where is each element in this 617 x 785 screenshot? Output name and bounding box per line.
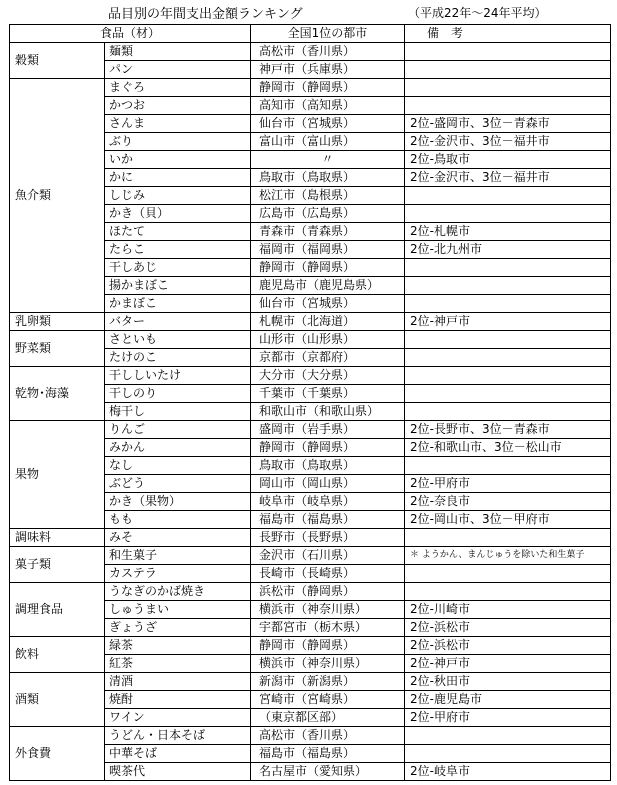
note-cell[interactable]: [405, 277, 611, 295]
category-cell[interactable]: 飲料: [10, 637, 105, 673]
item-cell[interactable]: 焼酎: [105, 691, 251, 709]
city-cell[interactable]: 山形市（山形県）: [251, 331, 405, 349]
note-cell[interactable]: 2位-北九州市: [405, 241, 611, 259]
header-note[interactable]: 備 考: [405, 25, 611, 43]
table-row: [10, 79, 611, 97]
table-row: [10, 727, 611, 745]
category-cell[interactable]: 調味料: [10, 529, 105, 547]
category-cell[interactable]: 乾物･海藻: [10, 367, 105, 421]
note-cell[interactable]: 2位-川崎市: [405, 601, 611, 619]
city-cell[interactable]: 和歌山市（和歌山県）: [251, 403, 405, 421]
table-row: [10, 313, 611, 331]
city-cell[interactable]: （東京都区部）: [251, 709, 405, 727]
note-cell[interactable]: ＊ ようかん、まんじゅうを除いた和生菓子: [405, 547, 611, 565]
note-cell[interactable]: [405, 79, 611, 97]
item-cell[interactable]: なし: [105, 457, 251, 475]
item-cell[interactable]: たらこ: [105, 241, 251, 259]
city-cell[interactable]: 横浜市（神奈川県）: [251, 655, 405, 673]
note-cell[interactable]: 2位-奈良市: [405, 493, 611, 511]
city-cell[interactable]: 静岡市（静岡県）: [251, 79, 405, 97]
note-cell[interactable]: 2位-甲府市: [405, 475, 611, 493]
note-cell[interactable]: [405, 529, 611, 547]
city-cell[interactable]: 松江市（島根県）: [251, 187, 405, 205]
city-cell[interactable]: 静岡市（静岡県）: [251, 637, 405, 655]
page-title: 品目別の年間支出金額ランキング: [108, 7, 303, 22]
city-cell[interactable]: 札幌市（北海道）: [251, 313, 405, 331]
item-cell[interactable]: ぶり: [105, 133, 251, 151]
city-cell[interactable]: 京都市（京都府）: [251, 349, 405, 367]
city-cell[interactable]: 鳥取市（鳥取県）: [251, 457, 405, 475]
category-cell[interactable]: 菓子類: [10, 547, 105, 583]
item-cell[interactable]: 干しあじ: [105, 259, 251, 277]
category-cell[interactable]: 野菜類: [10, 331, 105, 367]
note-cell[interactable]: 2位-鳥取市: [405, 151, 611, 169]
item-cell[interactable]: しじみ: [105, 187, 251, 205]
city-cell[interactable]: 宮崎市（宮崎県）: [251, 691, 405, 709]
title-row: [0, 0, 617, 24]
city-cell[interactable]: 福島市（福島県）: [251, 745, 405, 763]
note-cell[interactable]: 2位-甲府市: [405, 709, 611, 727]
item-cell[interactable]: いか: [105, 151, 251, 169]
city-cell[interactable]: 福岡市（福岡県）: [251, 241, 405, 259]
city-cell[interactable]: 富山市（富山県）: [251, 133, 405, 151]
note-cell[interactable]: 2位-岐阜市: [405, 763, 611, 781]
city-cell[interactable]: 名古屋市（愛知県）: [251, 763, 405, 781]
item-cell[interactable]: さんま: [105, 115, 251, 133]
item-cell[interactable]: バター: [105, 313, 251, 331]
item-cell[interactable]: ほたて: [105, 223, 251, 241]
city-cell[interactable]: 岐阜市（岐阜県）: [251, 493, 405, 511]
item-cell[interactable]: 紅茶: [105, 655, 251, 673]
item-cell[interactable]: 和生菓子: [105, 547, 251, 565]
table-row: [10, 529, 611, 547]
city-cell[interactable]: 静岡市（静岡県）: [251, 439, 405, 457]
note-cell[interactable]: 2位-盛岡市、3位－青森市: [405, 115, 611, 133]
category-cell[interactable]: 酒類: [10, 673, 105, 727]
note-cell[interactable]: 2位-金沢市、3位－福井市: [405, 169, 611, 187]
city-cell[interactable]: 鳥取市（鳥取県）: [251, 169, 405, 187]
city-cell[interactable]: 仙台市（宮城県）: [251, 295, 405, 313]
item-cell[interactable]: うどん・日本そば: [105, 727, 251, 745]
item-cell[interactable]: りんご: [105, 421, 251, 439]
note-cell[interactable]: [405, 43, 611, 61]
city-cell[interactable]: 横浜市（神奈川県）: [251, 601, 405, 619]
note-cell[interactable]: [405, 187, 611, 205]
table-row: [10, 673, 611, 691]
note-cell[interactable]: [405, 61, 611, 79]
ranking-table: [9, 24, 611, 781]
item-cell[interactable]: かつお: [105, 97, 251, 115]
item-cell[interactable]: かき（果物）: [105, 493, 251, 511]
category-cell[interactable]: 魚介類: [10, 79, 105, 313]
header-row: [10, 25, 611, 43]
item-cell[interactable]: パン: [105, 61, 251, 79]
city-cell[interactable]: 〃: [251, 151, 405, 169]
city-cell[interactable]: 浜松市（静岡県）: [251, 583, 405, 601]
table-row: [10, 637, 611, 655]
note-cell[interactable]: [405, 367, 611, 385]
city-cell[interactable]: 岡山市（岡山県）: [251, 475, 405, 493]
item-cell[interactable]: カステラ: [105, 565, 251, 583]
item-cell[interactable]: もも: [105, 511, 251, 529]
city-cell[interactable]: 金沢市（石川県）: [251, 547, 405, 565]
item-cell[interactable]: さといも: [105, 331, 251, 349]
city-cell[interactable]: 千葉市（千葉県）: [251, 385, 405, 403]
city-cell[interactable]: 仙台市（宮城県）: [251, 115, 405, 133]
note-cell[interactable]: [405, 565, 611, 583]
category-cell[interactable]: 果物: [10, 421, 105, 529]
item-cell[interactable]: ぶどう: [105, 475, 251, 493]
note-cell[interactable]: 2位-神戸市: [405, 313, 611, 331]
header-food[interactable]: 食品（材）: [10, 25, 251, 43]
table-row: [10, 331, 611, 349]
city-cell[interactable]: 鹿児島市（鹿児島県）: [251, 277, 405, 295]
city-cell[interactable]: 静岡市（静岡県）: [251, 259, 405, 277]
period-label: （平成22年～24年平均）: [408, 6, 547, 20]
item-cell[interactable]: 干ししいたけ: [105, 367, 251, 385]
header-city[interactable]: 全国1位の都市: [251, 25, 405, 43]
note-cell[interactable]: [405, 727, 611, 745]
city-cell[interactable]: 長崎市（長崎県）: [251, 565, 405, 583]
note-cell[interactable]: [405, 259, 611, 277]
item-cell[interactable]: ぎょうざ: [105, 619, 251, 637]
note-cell[interactable]: 2位-和歌山市、3位－松山市: [405, 439, 611, 457]
item-cell[interactable]: かまぼこ: [105, 295, 251, 313]
note-cell[interactable]: [405, 457, 611, 475]
note-cell[interactable]: 2位-神戸市: [405, 655, 611, 673]
city-cell[interactable]: 新潟市（新潟県）: [251, 673, 405, 691]
item-cell[interactable]: たけのこ: [105, 349, 251, 367]
item-cell[interactable]: かき（貝）: [105, 205, 251, 223]
note-cell[interactable]: [405, 295, 611, 313]
table-row: [10, 583, 611, 601]
city-cell[interactable]: 広島市（広島県）: [251, 205, 405, 223]
city-cell[interactable]: 青森市（青森県）: [251, 223, 405, 241]
note-cell[interactable]: 2位-秋田市: [405, 673, 611, 691]
category-cell[interactable]: 外食費: [10, 727, 105, 781]
item-cell[interactable]: みそ: [105, 529, 251, 547]
item-cell[interactable]: 清酒: [105, 673, 251, 691]
note-cell[interactable]: 2位-岡山市、3位－甲府市: [405, 511, 611, 529]
city-cell[interactable]: 神戸市（兵庫県）: [251, 61, 405, 79]
city-cell[interactable]: 高松市（香川県）: [251, 727, 405, 745]
note-cell[interactable]: [405, 349, 611, 367]
note-cell[interactable]: [405, 583, 611, 601]
city-cell[interactable]: 大分市（大分県）: [251, 367, 405, 385]
city-cell[interactable]: 高知市（高知県）: [251, 97, 405, 115]
note-cell[interactable]: 2位-札幌市: [405, 223, 611, 241]
table-row: [10, 421, 611, 439]
item-cell[interactable]: 揚かまぼこ: [105, 277, 251, 295]
note-cell[interactable]: 2位-長野市、3位－青森市: [405, 421, 611, 439]
note-cell[interactable]: 2位-鹿児島市: [405, 691, 611, 709]
city-cell[interactable]: 高松市（香川県）: [251, 43, 405, 61]
note-cell[interactable]: [405, 745, 611, 763]
table-body: [10, 43, 611, 781]
category-cell[interactable]: 乳卵類: [10, 313, 105, 331]
note-cell[interactable]: [405, 331, 611, 349]
city-cell[interactable]: 宇都宮市（栃木県）: [251, 619, 405, 637]
item-cell[interactable]: 中華そば: [105, 745, 251, 763]
item-cell[interactable]: みかん: [105, 439, 251, 457]
table-row: [10, 367, 611, 385]
city-cell[interactable]: 盛岡市（岩手県）: [251, 421, 405, 439]
item-cell[interactable]: 麺類: [105, 43, 251, 61]
note-cell[interactable]: 2位-金沢市、3位－福井市: [405, 133, 611, 151]
item-cell[interactable]: 梅干し: [105, 403, 251, 421]
item-cell[interactable]: しゅうまい: [105, 601, 251, 619]
note-cell[interactable]: [405, 97, 611, 115]
table-row: [10, 43, 611, 61]
city-cell[interactable]: 長野市（長野県）: [251, 529, 405, 547]
city-cell[interactable]: 福島市（福島県）: [251, 511, 405, 529]
note-cell[interactable]: [405, 385, 611, 403]
item-cell[interactable]: 緑茶: [105, 637, 251, 655]
note-cell[interactable]: [405, 205, 611, 223]
note-cell[interactable]: [405, 403, 611, 421]
item-cell[interactable]: 干しのり: [105, 385, 251, 403]
item-cell[interactable]: まぐろ: [105, 79, 251, 97]
note-cell[interactable]: 2位-浜松市: [405, 637, 611, 655]
note-cell[interactable]: 2位-浜松市: [405, 619, 611, 637]
item-cell[interactable]: 喫茶代: [105, 763, 251, 781]
category-cell[interactable]: 穀類: [10, 43, 105, 79]
item-cell[interactable]: かに: [105, 169, 251, 187]
category-cell[interactable]: 調理食品: [10, 583, 105, 637]
table-row: [10, 547, 611, 565]
item-cell[interactable]: ワイン: [105, 709, 251, 727]
item-cell[interactable]: うなぎのかば焼き: [105, 583, 251, 601]
